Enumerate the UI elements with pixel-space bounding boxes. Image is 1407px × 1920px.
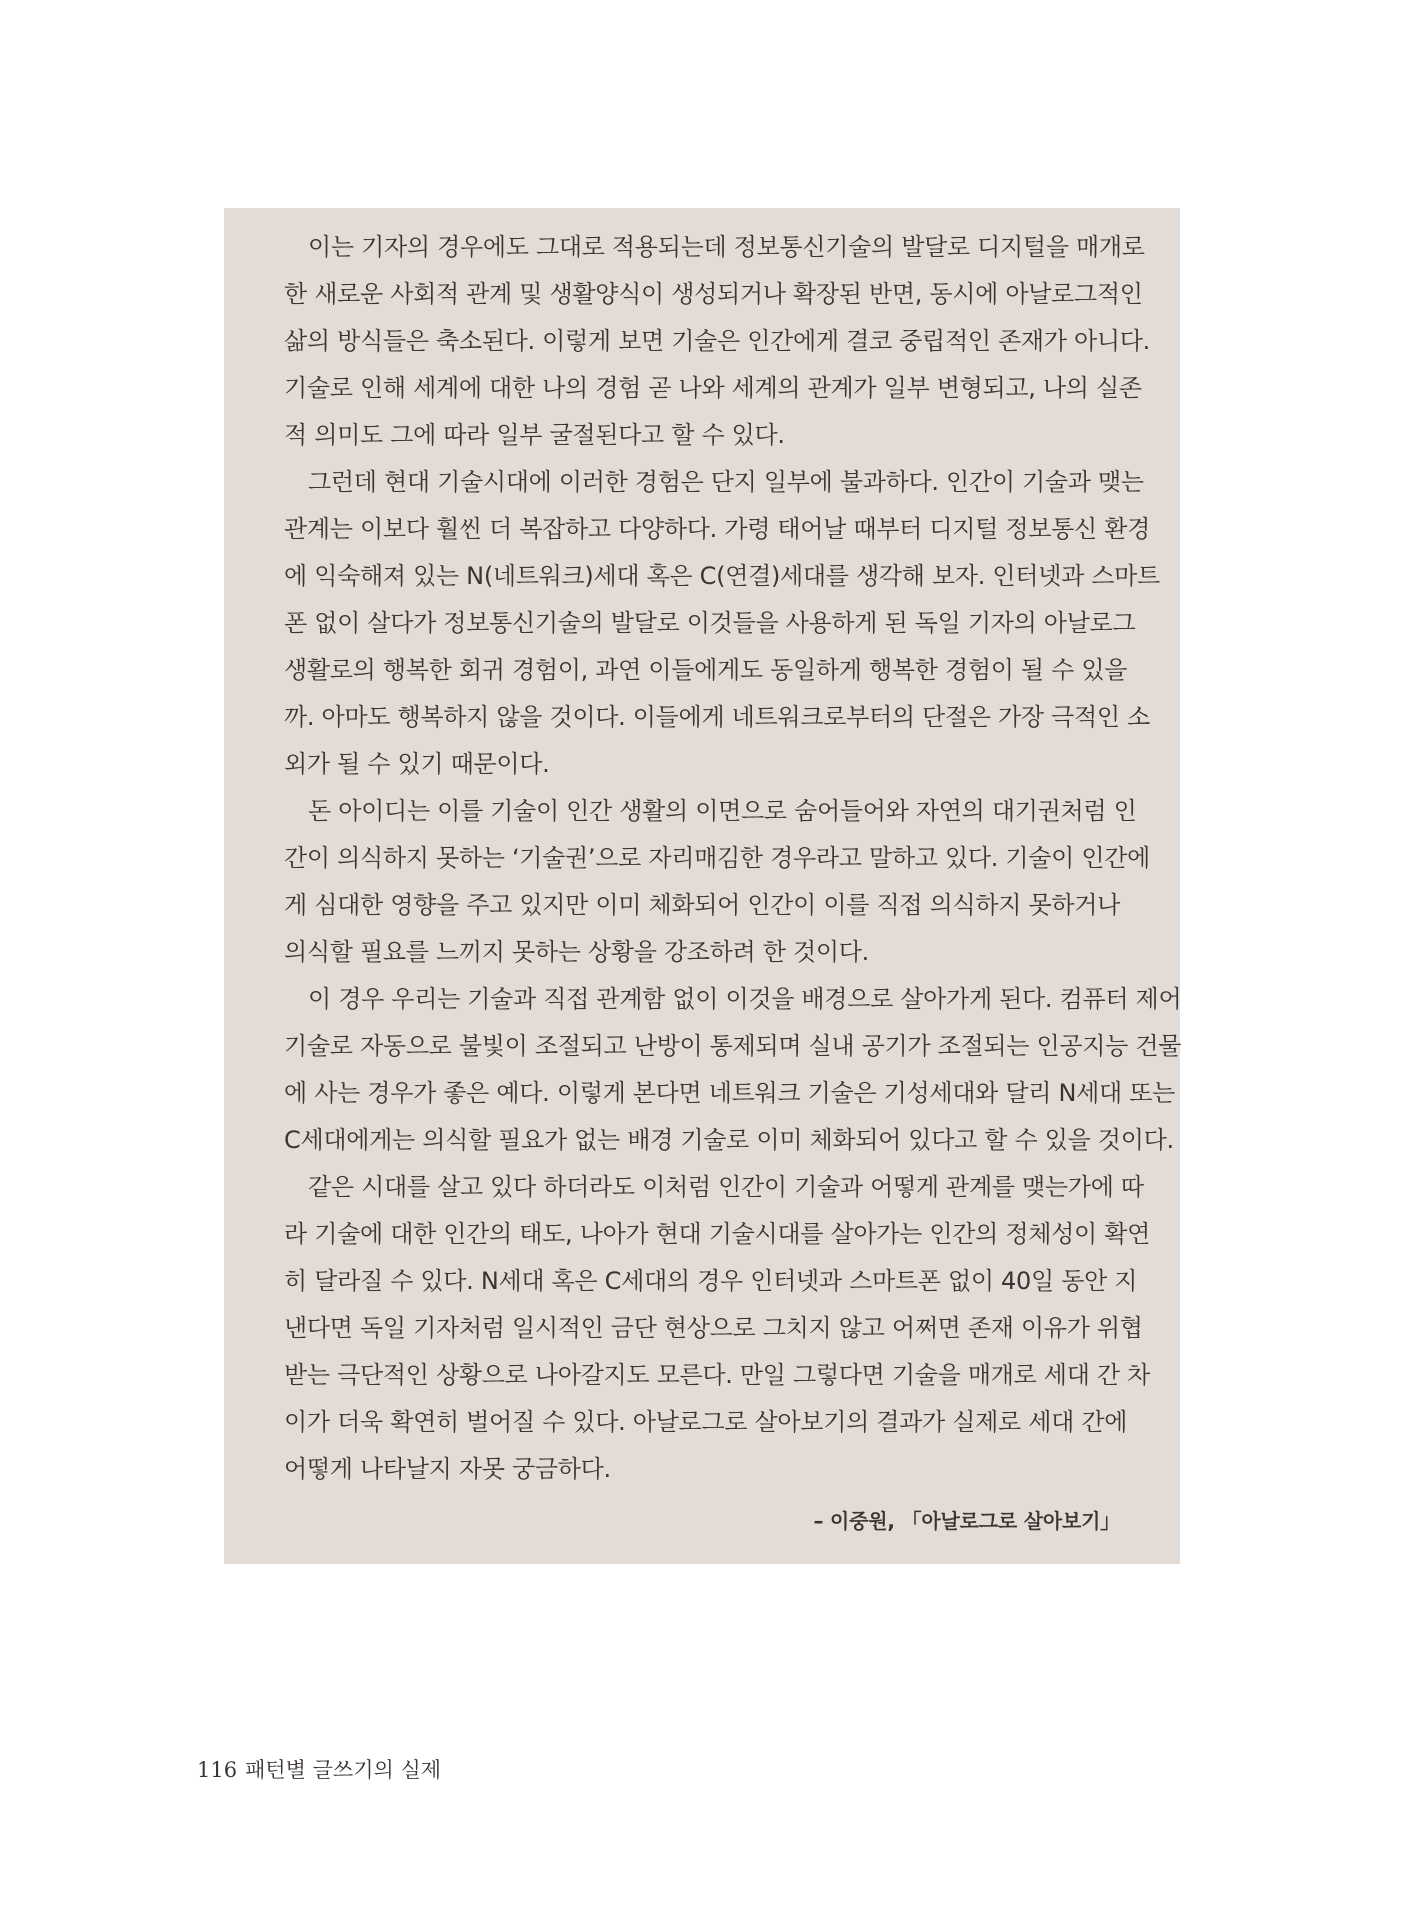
text-line: 기술로 자동으로 불빛이 조절되고 난방이 통제되며 실내 공기가 조절되는 인공지능 건물 [284,1032,1182,1060]
text-line: 돈 아이디는 이를 기술이 인간 생활의 이면으로 숨어들어와 자연의 대기권처럼 인 [308,797,1137,825]
text-line: 에 익숙해져 있는 N(네트워크)세대 혹은 C(연결)세대를 생각해 보자. 인터넷과 스마트 [284,562,1160,590]
text-line: 삶의 방식들은 축소된다. 이렇게 보면 기술은 인간에게 결코 중립적인 존재가 아니다. [284,327,1151,355]
text-line: 낸다면 독일 기자처럼 일시적인 금단 현상으로 그치지 않고 어쩌면 존재 이유가 위협 [284,1314,1143,1342]
text-line: 그런데 현대 기술시대에 이러한 경험은 단지 일부에 불과하다. 인간이 기술과 맺는 [308,468,1144,496]
text-line: 어떻게 나타날지 자못 궁금하다. [284,1455,611,1483]
text-line: 한 새로운 사회적 관계 및 생활양식이 생성되거나 확장된 반면, 동시에 아날로그적인 [284,280,1143,308]
text-line: 폰 없이 살다가 정보통신기술의 발달로 이것들을 사용하게 된 독일 기자의 아날로그 [284,609,1136,637]
text-line: 기술로 인해 세계에 대한 나의 경험 곧 나와 세계의 관계가 일부 변형되고, 나의 실존 [284,374,1142,402]
text-line: C세대에게는 의식할 필요가 없는 배경 기술로 이미 체화되어 있다고 할 수 있을 것이다. [284,1126,1174,1154]
text-line: 외가 될 수 있기 때문이다. [284,750,550,778]
text-line: 까. 아마도 행복하지 않을 것이다. 이들에게 네트워크로부터의 단절은 가장 극적인 소 [284,703,1151,731]
quote-source: – 이중원, 「아날로그로 살아보기」 [813,1509,1120,1533]
text-line: 받는 극단적인 상황으로 나아갈지도 모른다. 만일 그렇다면 기술을 매개로 세대 간 차 [284,1361,1151,1389]
text-line: 간이 의식하지 못하는 ‘기술권’으로 자리매김한 경우라고 말하고 있다. 기술이 인간에 [284,844,1151,872]
text-line: 의식할 필요를 느끼지 못하는 상황을 강조하려 한 것이다. [284,938,869,966]
page-number: 116 [197,1758,238,1782]
text-line: 같은 시대를 살고 있다 하더라도 이처럼 인간이 기술과 어떻게 관계를 맺는가에 따 [308,1173,1144,1201]
text-line: 히 달라질 수 있다. N세대 혹은 C세대의 경우 인터넷과 스마트폰 없이 40일 동안 지 [284,1267,1138,1295]
text-line: 게 심대한 영향을 주고 있지만 이미 체화되어 인간이 이를 직접 의식하지 못하거나 [284,891,1120,919]
text-line: 이는 기자의 경우에도 그대로 적용되는데 정보통신기술의 발달로 디지털을 매개로 [308,233,1145,261]
text-line: 라 기술에 대한 인간의 태도, 나아가 현대 기술시대를 살아가는 인간의 정체성이 확연 [284,1220,1151,1248]
text-line: 생활로의 행복한 회귀 경험이, 과연 이들에게도 동일하게 행복한 경험이 될 수 있을 [284,656,1128,684]
text-line: 이 경우 우리는 기술과 직접 관계함 없이 이것을 배경으로 살아가게 된다. 컴퓨터 제어 [308,985,1182,1013]
text-line: 적 의미도 그에 따라 일부 굴절된다고 할 수 있다. [284,421,785,449]
page-footer [197,1754,441,1784]
text-line: 관계는 이보다 훨씬 더 복잡하고 다양하다. 가령 태어날 때부터 디지털 정보통신 환경 [284,515,1151,543]
book-title: 패턴별 글쓰기의 실제 [245,1758,442,1782]
text-line: 에 사는 경우가 좋은 예다. 이렇게 본다면 네트워크 기술은 기성세대와 달리 N세대 또는 [284,1079,1175,1107]
text-line: 이가 더욱 확연히 벌어질 수 있다. 아날로그로 살아보기의 결과가 실제로 세대 간에 [284,1408,1128,1436]
quote-box [224,208,1180,1564]
